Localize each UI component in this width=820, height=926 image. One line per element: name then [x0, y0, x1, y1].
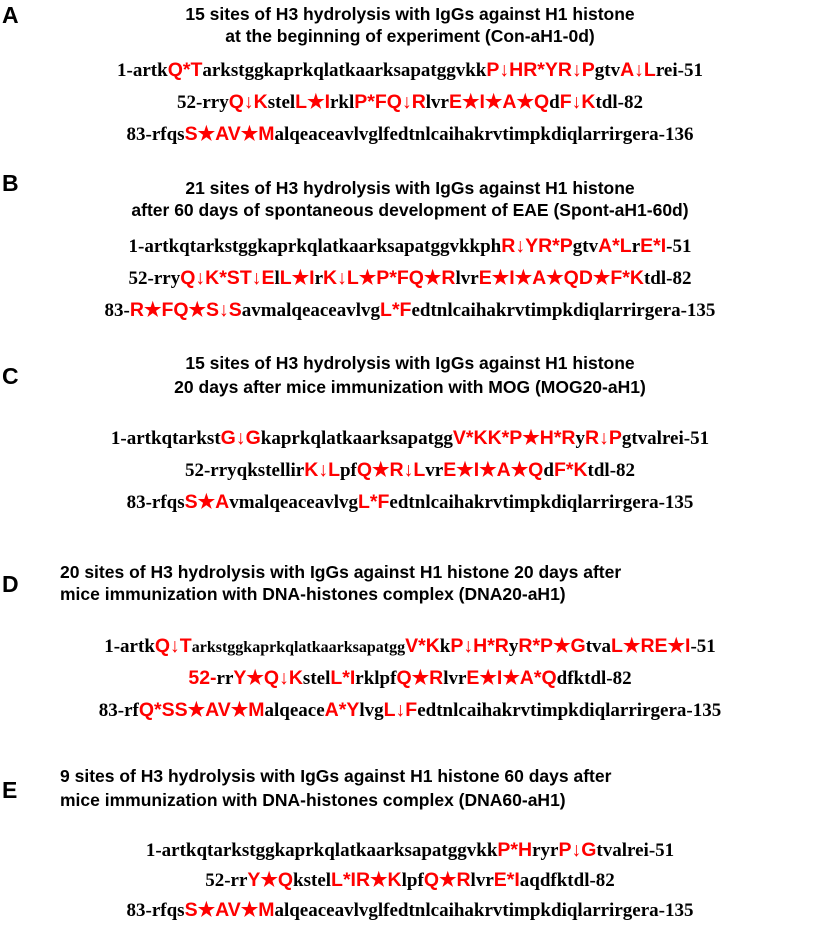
panel-e-title-line-2: mice immunization with DNA-histones complex (DNA60-aH1): [60, 790, 566, 810]
sequence-segment: lvr: [425, 92, 449, 113]
panel-c-title-line-1: 15 sites of H3 hydrolysis with IgGs against H1 histone: [185, 353, 635, 373]
cleavage-site-segment: P*FQ↓R: [354, 91, 426, 113]
cleavage-site-segment: A*L: [598, 235, 632, 257]
cleavage-site-segment: V*KK*P★H*R: [452, 427, 576, 449]
panel-b-sequence-line-1: [0, 234, 820, 259]
panel-label-c: C: [2, 363, 19, 389]
panel-c-sequence-line-3: [0, 490, 820, 515]
sequence-segment: 83-rfqs: [126, 900, 185, 921]
cleavage-site-segment: E★I★A★Q: [443, 459, 544, 481]
sequence-segment: y: [508, 636, 519, 657]
panel-e-sequence-line-2: [0, 868, 820, 893]
panel-d-sequence-line-1: [0, 634, 820, 660]
panel-a-title-line-2: at the beginning of experiment (Con-aH1-0d): [225, 26, 595, 46]
sequence-segment: 83-rfqs: [126, 492, 185, 513]
cleavage-site-segment: E*I: [640, 235, 667, 257]
cleavage-site-segment: R↓P: [585, 427, 622, 449]
cleavage-site-segment: S★AV★M: [184, 899, 275, 921]
panel-e-sequence-line-3: [0, 898, 820, 923]
sequence-segment: rei-51: [655, 60, 703, 81]
sequence-segment: alqeaceavlvglfedtnlcaihakrvtimpkdiqlarrirgera-136: [274, 124, 694, 145]
panel-d-title-line-2: mice immunization with DNA-histones complex (DNA20-aH1): [60, 584, 566, 604]
sequence-segment: 83-: [104, 300, 130, 321]
sequence-segment: 52-rryqkstellir: [184, 460, 305, 481]
panel-a-sequence-line-2: [0, 90, 820, 115]
sequence-segment: alqeaceavlvglfedtnlcaihakrvtimpkdiqlarrirgera-135: [274, 900, 694, 921]
cleavage-site-segment: L*F: [358, 491, 390, 513]
sequence-segment: 83-rfqs: [126, 124, 185, 145]
sequence-segment: tdl-82: [587, 460, 636, 481]
sequence-segment: gtv: [572, 236, 599, 257]
sequence-segment: 52-rry: [128, 268, 181, 289]
cleavage-site-segment: A↓L: [620, 59, 656, 81]
sequence-segment: lpf: [401, 870, 424, 891]
sequence-segment: dfktdl-82: [556, 668, 632, 689]
cleavage-site-segment: Y★Q: [247, 869, 294, 891]
sequence-segment: rr: [216, 668, 234, 689]
sequence-segment: aqdfktdl-82: [519, 870, 615, 891]
sequence-segment: l: [274, 268, 280, 289]
sequence-segment: r: [631, 236, 641, 257]
cleavage-site-segment: Y★Q↓K: [233, 667, 303, 689]
sequence-segment: vmalqeaceavlvg: [229, 492, 358, 513]
cleavage-site-segment: F*K: [553, 459, 588, 481]
sequence-segment: 52-rr: [205, 870, 248, 891]
sequence-segment: tvalrei-51: [596, 840, 675, 861]
cleavage-site-segment: R★FQ★S↓S: [129, 299, 242, 321]
sequence-segment: r: [314, 268, 324, 289]
sequence-segment: lvr: [455, 268, 479, 289]
sequence-segment: 1-artkqtarkst: [110, 428, 221, 449]
cleavage-site-segment: Q*T: [167, 59, 203, 81]
sequence-segment: ryr: [532, 840, 559, 861]
sequence-segment: edtnlcaihakrvtimpkdiqlarrirgera-135: [389, 492, 694, 513]
cleavage-site-segment: P*H: [497, 839, 533, 861]
panel-c-title-line-2: 20 days after mice immunization with MOG (MOG20-aH1): [174, 377, 646, 397]
panel-d-sequence-line-2: [0, 666, 820, 691]
sequence-segment: rklpf: [355, 668, 397, 689]
sequence-segment: arkstggkaprkqlatkaarksapatggvkk: [202, 60, 487, 81]
sequence-segment: d: [543, 460, 554, 481]
sequence-segment: lvr: [443, 668, 467, 689]
sequence-segment: kstel: [293, 870, 332, 891]
sequence-segment: tdl-82: [643, 268, 692, 289]
cleavage-site-segment: L*F: [380, 299, 412, 321]
sequence-segment: 52-rry: [177, 92, 229, 113]
cleavage-site-segment: L★I: [279, 267, 315, 289]
sequence-segment: vr: [425, 460, 444, 481]
sequence-segment: y: [575, 428, 586, 449]
sequence-segment: alqeace: [264, 700, 325, 721]
cleavage-site-segment: R↓YR*P: [501, 235, 573, 257]
cleavage-site-segment: E*I: [493, 869, 520, 891]
sequence-segment: k: [439, 636, 451, 657]
cleavage-site-segment: Q↓T: [154, 635, 192, 657]
cleavage-site-segment: R*P★G: [518, 635, 586, 657]
panel-b-title-line-2: after 60 days of spontaneous development of EAE (Spont-aH1-60d): [131, 200, 689, 220]
panel-b-sequence-line-2: [0, 266, 820, 291]
panel-a-sequence-line-3: [0, 122, 820, 147]
cleavage-site-segment: L★I: [295, 91, 330, 113]
sequence-segment: avmalqeaceavlvg: [241, 300, 381, 321]
cleavage-site-segment: K↓L★P*FQ★R: [323, 267, 456, 289]
sequence-segment: arkstggkaprkqlatkaarksapatgg: [191, 639, 406, 656]
sequence-segment: 1-artkqtarkstggkaprkqlatkaarksapatggvkkph: [128, 236, 502, 257]
panel-label-d: D: [2, 571, 19, 597]
panel-b-title-line-1: 21 sites of H3 hydrolysis with IgGs against H1 histone: [185, 178, 635, 198]
panel-d-sequence-line-3: [0, 698, 820, 723]
cleavage-site-segment: Q★R: [396, 667, 444, 689]
sequence-segment: stel: [302, 668, 331, 689]
panel-a-sequence-line-1: [0, 58, 820, 83]
cleavage-site-segment: Q*SS★AV★M: [138, 699, 265, 721]
sequence-segment: -51: [690, 636, 716, 657]
sequence-segment: 1-artkqtarkstggkaprkqlatkaarksapatggvkk: [145, 840, 498, 861]
panel-c-sequence-line-2: [0, 458, 820, 483]
cleavage-site-segment: E★I★A*Q: [466, 667, 557, 689]
cleavage-site-segment: P↓HR*YR↓P: [486, 59, 595, 81]
panel-b-sequence-line-3: [0, 298, 820, 323]
cleavage-site-segment: S★A: [184, 491, 230, 513]
panel-e-title-line-1: 9 sites of H3 hydrolysis with IgGs against H1 histone 60 days after: [60, 766, 612, 786]
cleavage-site-segment: 52-: [188, 667, 217, 689]
sequence-segment: gtvalrei-51: [621, 428, 710, 449]
cleavage-site-segment: L★RE★I: [611, 635, 691, 657]
sequence-segment: 1-artk: [104, 636, 155, 657]
panel-e-sequence-line-1: [0, 838, 820, 863]
cleavage-site-segment: Q★R: [423, 869, 471, 891]
sequence-segment: gtv: [594, 60, 621, 81]
panel-label-b: B: [2, 170, 19, 196]
sequence-segment: kaprkqlatkaarksapatgg: [260, 428, 453, 449]
sequence-segment: edtnlcaihakrvtimpkdiqlarrirgera-135: [417, 700, 722, 721]
cleavage-site-segment: V*K: [405, 635, 440, 657]
panel-c-sequence-line-1: [0, 426, 820, 451]
sequence-segment: tdl-82: [595, 92, 643, 113]
cleavage-site-segment: L*IR★K: [331, 869, 402, 891]
cleavage-site-segment: S★AV★M: [184, 123, 275, 145]
cleavage-site-segment: Q↓K: [228, 91, 268, 113]
panel-label-a: A: [2, 2, 19, 28]
cleavage-site-segment: L*I: [330, 667, 356, 689]
cleavage-site-segment: Q↓K*ST↓E: [180, 267, 275, 289]
cleavage-site-segment: Q★R↓L: [356, 459, 426, 481]
sequence-segment: edtnlcaihakrvtimpkdiqlarrirgera-135: [411, 300, 716, 321]
sequence-segment: 83-rf: [98, 700, 139, 721]
panel-a-title-line-1: 15 sites of H3 hydrolysis with IgGs against H1 histone: [185, 4, 635, 24]
sequence-segment: lvg: [359, 700, 384, 721]
panel-label-e: E: [2, 777, 18, 803]
sequence-segment: tva: [585, 636, 612, 657]
panel-d-title-line-1: 20 sites of H3 hydrolysis with IgGs against H1 histone 20 days after: [60, 562, 622, 582]
sequence-segment: stel: [267, 92, 296, 113]
cleavage-site-segment: F↓K: [559, 91, 596, 113]
cleavage-site-segment: A*Y: [324, 699, 360, 721]
cleavage-site-segment: G↓G: [220, 427, 261, 449]
sequence-segment: pf: [339, 460, 357, 481]
cleavage-site-segment: E★I★A★QD★F*K: [478, 267, 644, 289]
cleavage-site-segment: K↓L: [304, 459, 340, 481]
sequence-segment: 1-artk: [117, 60, 168, 81]
cleavage-site-segment: P↓G: [558, 839, 597, 861]
sequence-segment: -51: [666, 236, 692, 257]
sequence-segment: rkl: [329, 92, 355, 113]
cleavage-site-segment: L↓F: [383, 699, 418, 721]
sequence-segment: d: [549, 92, 560, 113]
cleavage-site-segment: P↓H*R: [450, 635, 509, 657]
cleavage-site-segment: E★I★A★Q: [449, 91, 550, 113]
sequence-segment: lvr: [470, 870, 494, 891]
